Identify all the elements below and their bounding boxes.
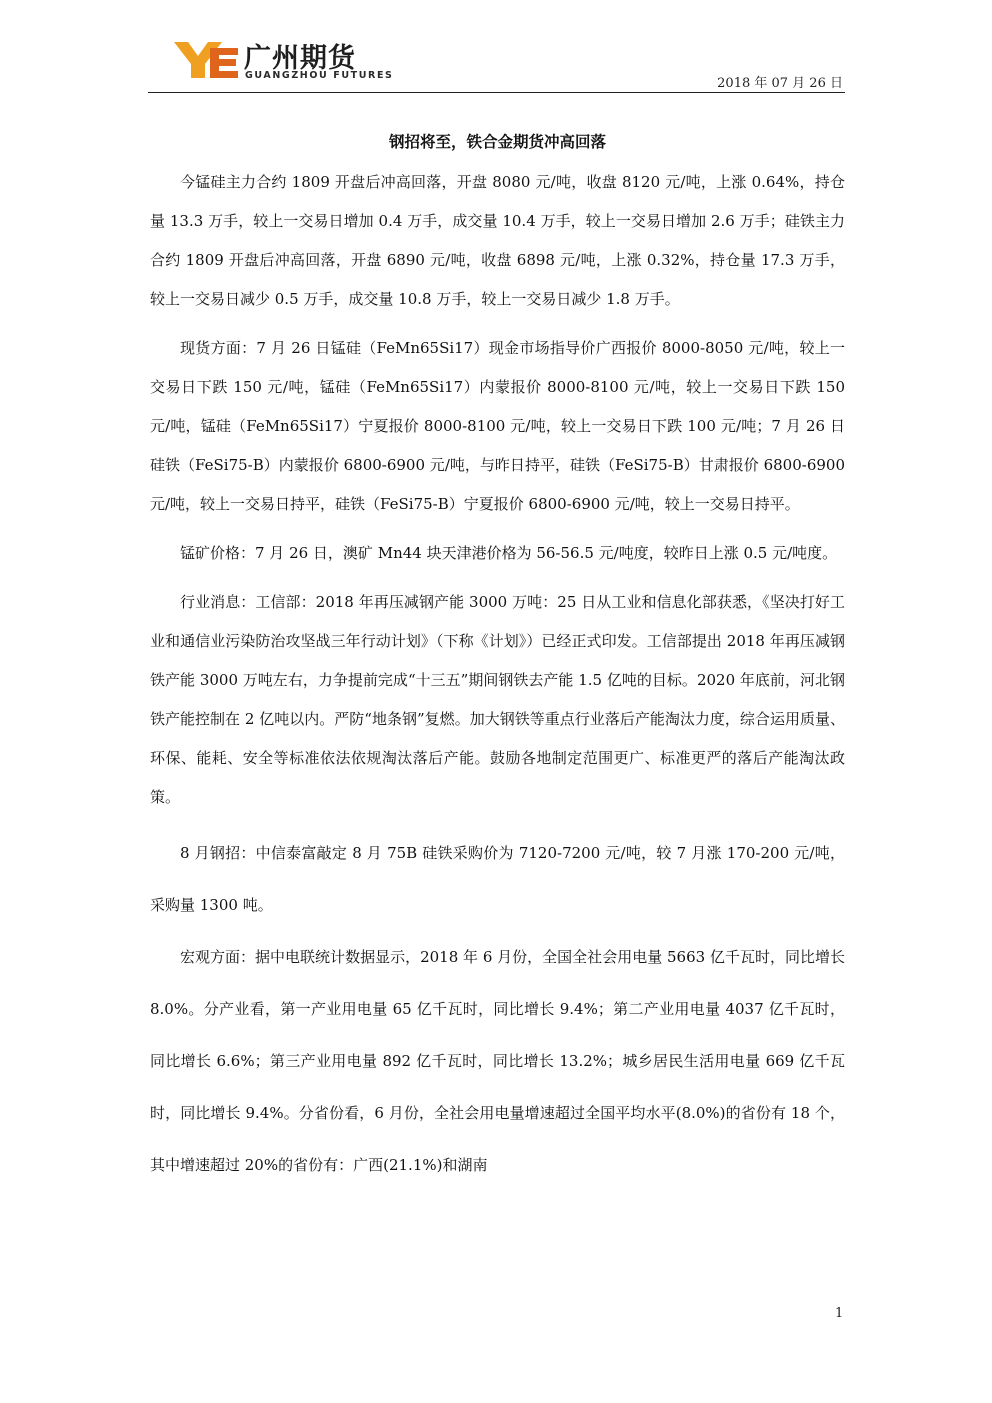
paragraph-manganese-ore: 锰矿价格：7 月 26 日，澳矿 Mn44 块天津港价格为 56-56.5 元/吨度，较昨日上涨 0.5 元/吨度。: [180, 544, 838, 562]
paragraph-gap: [150, 817, 845, 827]
paragraph-industry-news: 行业消息：工信部：2018 年再压减钢产能 3000 万吨：25 日从工业和信息化部获悉，《坚决打好工业和通信业污染防治攻坚战三年行动计划》（下称《计划》）已经正式印发。工信部提出 2018 年再压减钢铁产能 3000 万吨左右，力争提前完成“十三五”期间钢铁去产能 1.5 亿吨的目标。2020 年底前，河北钢铁产能控制在 2 亿吨以内。严防“地条钢”复燃。加大钢铁等重点行业落后产能淘汰力度，综合运用质量、环保、能耗、安全等标准依法依规淘汰落后产能。鼓励各地制定范围更广、标准更严的落后产能淘汰政策。: [150, 593, 845, 806]
brand-name-en: GUANGZHOU FUTURES: [245, 70, 394, 81]
paragraph-market-summary: 今锰硅主力合约 1809 开盘后冲高回落，开盘 8080 元/吨，收盘 8120 元/吨，上涨 0.64%，持仓量 13.3 万手，较上一交易日增加 0.4 万手，成交量 10.4 万手，较上一交易日增加 2.6 万手；硅铁主力合约 1809 开盘后冲高回落，开盘 6890 元/吨，收盘 6898 元/吨，上涨 0.32%，持仓量 17.3 万手，较上一交易日减少 0.5 万手，成交量 10.8 万手，较上一交易日减少 1.8 万手。: [150, 173, 845, 308]
brand-name-cn: 广州期货: [244, 43, 356, 74]
report-date: 2018 年 07 月 26 日: [717, 76, 843, 91]
paragraph-gap: [150, 319, 845, 329]
paragraph-steel-tender: 8 月钢招：中信泰富敲定 8 月 75B 硅铁采购价为 7120-7200 元/吨，较 7 月涨 170-200 元/吨，采购量 1300 吨。: [150, 844, 845, 914]
page-number: 1: [835, 1306, 844, 1321]
header-divider: [148, 92, 845, 93]
article-title: 钢招将至，铁合金期货冲高回落: [388, 133, 606, 151]
page-header: [150, 36, 845, 94]
paragraph-macro: 宏观方面：据中电联统计数据显示，2018 年 6 月份，全国全社会用电量 5663 亿千瓦时，同比增长 8.0%。分产业看，第一产业用电量 65 亿千瓦时，同比增长 9.4%；第二产业用电量 4037 亿千瓦时，同比增长 6.6%；第三产业用电量 892 亿千瓦时，同比增长 13.2%；城乡居民生活用电量 669 亿千瓦时，同比增长 9.4%。分省份看，6 月份，全社会用电量增速超过全国平均水平(8.0%)的省份有 18 个，其中增速超过 20%的省份有：广西(21.1%)和湖南: [150, 948, 845, 1174]
paragraph-spot-prices: 现货方面：7 月 26 日锰硅（FeMn65Si17）现金市场指导价广西报价 8000-8050 元/吨，较上一交易日下跌 150 元/吨，锰硅（FeMn65Si17）内蒙报价 8000-8100 元/吨，较上一交易日下跌 150 元/吨，锰硅（FeMn65Si17）宁夏报价 8000-8100 元/吨，较上一交易日下跌 100 元/吨；7 月 26 日硅铁（FeSi75-B）内蒙报价 6800-6900 元/吨，与昨日持平，硅铁（FeSi75-B）甘肃报价 6800-6900 元/吨，较上一交易日持平，硅铁（FeSi75-B）宁夏报价 6800-6900 元/吨，较上一交易日持平。: [150, 339, 845, 513]
guangzhou-futures-logo-icon: [174, 40, 238, 80]
company-logo: [174, 38, 414, 84]
article-body: [150, 163, 845, 1191]
paragraph-gap: [150, 524, 845, 534]
paragraph-gap: [150, 573, 845, 583]
